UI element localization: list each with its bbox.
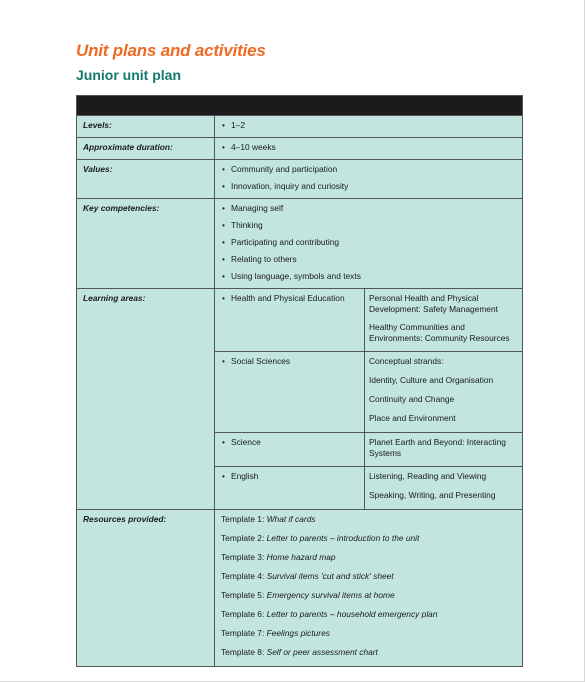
learning-area-cell: [215, 289, 365, 352]
learning-details-cell: [365, 289, 523, 352]
resource-item: Template 8: Self or peer assessment chart: [221, 647, 378, 657]
learning-detail: Place and Environment: [369, 413, 456, 423]
row-key-competencies: [77, 199, 523, 289]
row-levels: [77, 116, 523, 138]
row-learning-areas: [77, 289, 523, 352]
learning-details-cell: [365, 433, 523, 467]
list-item: • Relating to others: [219, 254, 518, 265]
learning-detail: Healthy Communities and Environments: Community Resources: [369, 322, 510, 343]
learning-detail: Personal Health and Physical Development: Safety Management: [369, 293, 498, 314]
resource-item: Template 4: Survival items 'cut and stick' sheet: [221, 571, 394, 581]
list-item: • Participating and contributing: [219, 237, 518, 248]
row-label: Levels:: [77, 116, 215, 138]
learning-area-cell: [215, 467, 365, 510]
competencies-cell: [215, 199, 523, 289]
learning-area: • Health and Physical Education: [219, 293, 360, 304]
values-cell: [215, 160, 523, 199]
learning-detail: Speaking, Writing, and Presenting: [369, 490, 496, 500]
learning-area: • Science: [219, 437, 360, 448]
learning-detail: Conceptual strands:: [369, 356, 444, 366]
row-label: Learning areas:: [77, 289, 215, 510]
resource-item: Template 2: Letter to parents – introduction to the unit: [221, 533, 420, 543]
row-resources: [77, 510, 523, 667]
list-item: • 1–2: [219, 120, 518, 131]
list-item: • Using language, symbols and texts: [219, 271, 518, 282]
list-item: • Thinking: [219, 220, 518, 231]
list-item: • Innovation, inquiry and curiosity: [219, 181, 518, 192]
resource-item: Template 7: Feelings pictures: [221, 628, 330, 638]
resource-item: Template 1: What if cards: [221, 514, 316, 524]
table-header-bar: [77, 96, 523, 116]
resource-item: Template 5: Emergency survival items at home: [221, 590, 395, 600]
list-item: • 4–10 weeks: [219, 142, 518, 153]
learning-detail: Listening, Reading and Viewing: [369, 471, 487, 481]
duration-cell: [215, 138, 523, 160]
row-label: Approximate duration:: [77, 138, 215, 160]
learning-detail: Planet Earth and Beyond: Interacting Systems: [369, 437, 506, 458]
unit-plan-table: [76, 95, 523, 667]
list-item: • Community and participation: [219, 164, 518, 175]
resources-cell: [215, 510, 523, 667]
resource-item: Template 3: Home hazard map: [221, 552, 336, 562]
learning-detail: Identity, Culture and Organisation: [369, 375, 494, 385]
learning-details-cell: [365, 467, 523, 510]
row-label: Values:: [77, 160, 215, 199]
row-label: Key competencies:: [77, 199, 215, 289]
learning-area: • Social Sciences: [219, 356, 360, 367]
resource-item: Template 6: Letter to parents – household emergency plan: [221, 609, 438, 619]
learning-area-cell: [215, 433, 365, 467]
page-subtitle: Junior unit plan: [76, 67, 181, 83]
row-label: Resources provided:: [77, 510, 215, 667]
list-item: • Managing self: [219, 203, 518, 214]
learning-details-cell: [365, 352, 523, 433]
learning-area: • English: [219, 471, 360, 482]
row-values: [77, 160, 523, 199]
learning-detail: Continuity and Change: [369, 394, 455, 404]
learning-area-cell: [215, 352, 365, 433]
page-title: Unit plans and activities: [76, 41, 266, 60]
row-duration: [77, 138, 523, 160]
levels-cell: [215, 116, 523, 138]
